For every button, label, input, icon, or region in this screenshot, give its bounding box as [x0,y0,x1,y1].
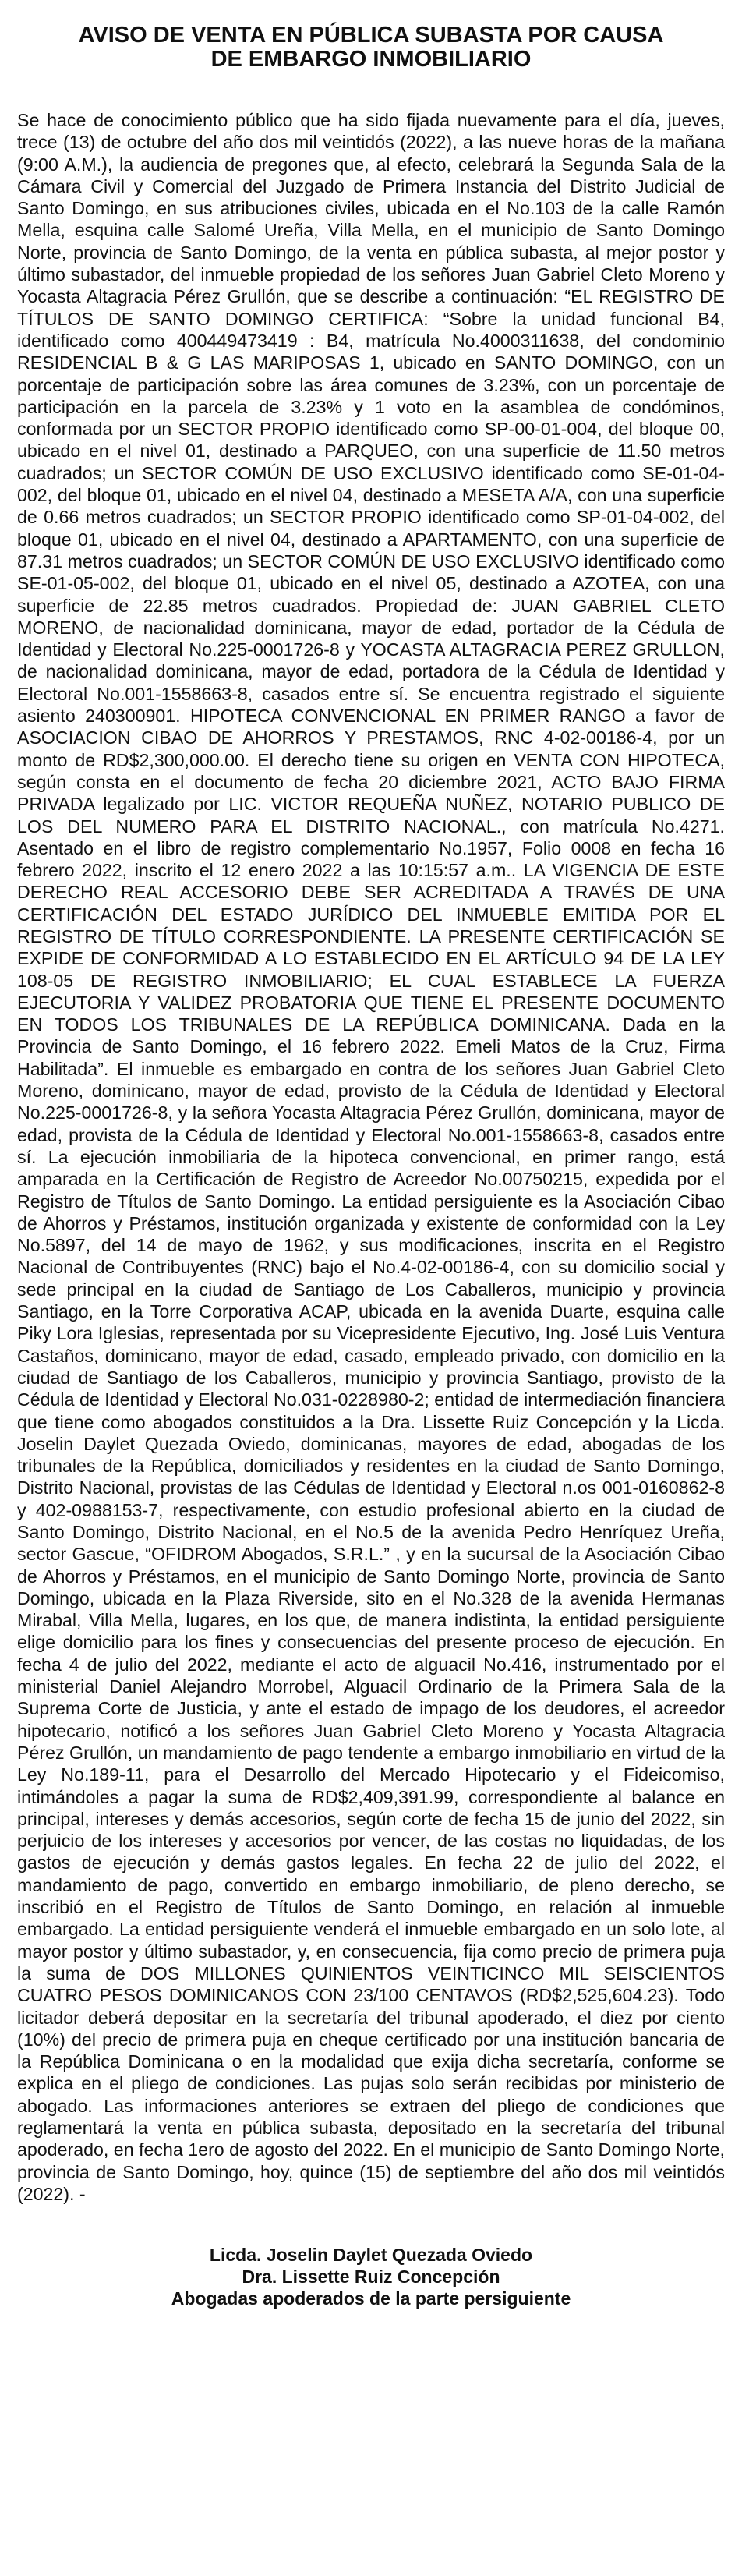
signature-line-1: Licda. Joselin Daylet Quezada Oviedo [209,2245,533,2266]
signature-block [17,2244,725,2309]
notice-body-paragraph: Se hace de conocimiento público que ha sido fijada nuevamente para el día, jueves, trece (13) de octubre del año dos mil veintidós (2022), a las nueve horas de la mañana (9:00 A.M.), la audiencia de pregones que, al efecto, celebrará la Segunda Sala de la Cámara Civil y Comercial del Juzgado de Primera Instancia del Distrito Judicial de Santo Domingo, en sus atribuciones civiles, ubicada en el No.103 de la calle Ramón Mella, esquina calle Salomé Ureña, Villa Mella, en el municipio de Santo Domingo Norte, provincia de Santo Domingo, de la venta en pública subasta, al mejor postor y último subastador, del inmueble propiedad de los señores Juan Gabriel Cleto Moreno y Yocasta Altagracia Pérez Grullón, que se describe a continuación: “EL REGISTRO DE TÍTULOS DE SANTO DOMINGO CERTIFICA: “Sobre la unidad funcional B4, identificado como 400449473419 : B4, matrícula No.4000311638, del condominio RESIDENCIAL B & G LAS MARIPOSAS 1, ubicado en SANTO DOMINGO, con un porcentaje de participación sobre las área comunes de 3.23%, con un porcentaje de participación en la parcela de 3.23% y 1 voto en la asamblea de condóminos, conformada por un SECTOR PROPIO identificado como SP-00-01-004, del bloque 00, ubicado en el nivel 01, destinado a PARQUEO, con una superficie de 11.50 metros cuadrados; un SECTOR COMÚN DE USO EXCLUSIVO identificado como SE-01-04-002, del bloque 01, ubicado en el nivel 04, destinado a MESETA A/A, con una superficie de 0.66 metros cuadrados; un SECTOR PROPIO identificado como SP-01-04-002, del bloque 01, ubicado en el nivel 04, destinado a APARTAMENTO, con una superficie de 87.31 metros cuadrados; un SECTOR COMÚN DE USO EXCLUSIVO identificado como SE-01-05-002, del bloque 01, ubicado en el nivel 05, destinado a AZOTEA, con una superficie de 22.85 metros cuadrados. Propiedad de: JUAN GABRIEL CLETO MORENO, de nacionalidad dominicana, mayor de edad, portador de la Cédula de Identidad y Electoral No.225-0001726-8 y YOCASTA ALTAGRACIA PEREZ GRULLON, de nacionalidad dominicana, mayor de edad, portadora de la Cédula de Identidad y Electoral No.001-1558663-8, casados entre sí. Se encuentra registrado el siguiente asiento 240300901. HIPOTECA CONVENCIONAL EN PRIMER RANGO a favor de ASOCIACION CIBAO DE AHORROS Y PRESTAMOS, RNC 4-02-00186-4, por un monto de RD$2,300,000.00. El derecho tiene su origen en VENTA CON HIPOTECA, según consta en el documento de fecha 20 diciembre 2021, ACTO BAJO FIRMA PRIVADA legalizado por LIC. VICTOR REQUEÑA NUÑEZ, NOTARIO PUBLICO DE LOS DEL NUMERO PARA EL DISTRITO NACIONAL., con matrícula No.4271. Asentado en el libro de registro complementario No.1957, Folio 0008 en fecha 16 febrero 2022, inscrito el 12 enero 2022 a las 10:15:57 a.m.. LA VIGENCIA DE ESTE DERECHO REAL ACCESORIO DEBE SER ACREDITADA A TRAVÉS DE UNA CERTIFICACIÓN DEL ESTADO JURÍDICO DEL INMUEBLE EMITIDA POR EL REGISTRO DE TÍTULO CORRESPONDIENTE. LA PRESENTE CERTIFICACIÓN SE EXPIDE DE CONFORMIDAD A LO ESTABLECIDO EN EL ARTÍCULO 94 DE LA LEY 108-05 DE REGISTRO INMOBILIARIO; EL CUAL ESTABLECE LA FUERZA EJECUTORIA Y VALIDEZ PROBATORIA QUE TIENE EL PRESENTE DOCUMENTO EN TODOS LOS TRIBUNALES DE LA REPÚBLICA DOMINICANA. Dada en la Provincia de Santo Domingo, el 16 febrero 2022. Emeli Matos de la Cruz, Firma Habilitada”. El inmueble es embargado en contra de los señores Juan Gabriel Cleto Moreno, dominicano, mayor de edad, provisto de la Cédula de Identidad y Electoral No.225-0001726-8, y la señora Yocasta Altagracia Pérez Grullón, dominicana, mayor de edad, provista de la Cédula de Identidad y Electoral No.001-1558663-8, casados entre sí. La ejecución inmobiliaria de la hipoteca convencional, en primer rango, está amparada en la Certificación de Registro de Acreedor No.00750215, expedida por el Registro de Títulos de Santo Domingo. La entidad persiguiente es la Asociación Cibao de Ahorros y Préstamos, institución organizada y existente de conformidad con la Ley No.5897, del 14 de mayo de 1962, y sus modificaciones, inscrita en el Registro Nacional de Contribuyentes (RNC) bajo el No.4-02-00186-4, con su domicilio social y sede principal en la ciudad de Santiago de Los Caballeros, municipio y provincia Santiago, en la Torre Corporativa ACAP, ubicada en la avenida Duarte, esquina calle Piky Lora Iglesias, representada por su Vicepresidente Ejecutivo, Ing. José Luis Ventura Castaños, dominicano, mayor de edad, casado, empleado privado, con domicilio en la ciudad de Santiago de los Caballeros, municipio y provincia Santiago, provisto de la Cédula de Identidad y Electoral No.031-0228980-2; entidad de intermediación financiera que tiene como abogados constituidos a la Dra. Lissette Ruiz Concepción y la Licda. Joselin Daylet Quezada Oviedo, dominicanas, mayores de edad, abogadas de los tribunales de la República, domiciliados y residentes en la ciudad de Santo Domingo, Distrito Nacional, provistas de las Cédulas de Identidad y Electoral n.os 001-0160862-8 y 402-0988153-7, respectivamente, con estudio profesional abierto en la ciudad de Santo Domingo, Distrito Nacional, en el No.5 de la avenida Pedro Henríquez Ureña, sector Gascue, “OFIDROM Abogados, S.R.L.” , y en la sucursal de la Asociación Cibao de Ahorros y Préstamos, en el municipio de Santo Domingo Norte, provincia de Santo Domingo, ubicada en la Plaza Riverside, sito en el No.328 de la avenida Hermanas Mirabal, Villa Mella, lugares, en los que, de manera indistinta, la entidad persiguiente elige domicilio para los fines y consecuencias del presente proceso de ejecución. En fecha 4 de julio del 2022, mediante el acto de alguacil No.416, instrumentado por el ministerial Daniel Alejandro Morrobel, Alguacil Ordinario de la Primera Sala de la Suprema Corte de Justicia, y ante el estado de impago de los deudores, el acreedor hipotecario, notificó a los señores Juan Gabriel Cleto Moreno y Yocasta Altagracia Pérez Grullón, un mandamiento de pago tendente a embargo inmobiliario en virtud de la Ley No.189-11, para el Desarrollo del Mercado Hipotecario y el Fideicomiso, intimándoles a pagar la suma de RD$2,409,391.99, correspondiente al balance en principal, intereses y demás accesorios, según corte de fecha 15 de junio del 2022, sin perjuicio de los intereses y accesorios por vencer, de las costas no liquidadas, de los gastos de ejecución y demás gastos legales. En fecha 22 de julio del 2022, el mandamiento de pago, convertido en embargo inmobiliario, de pleno derecho, se inscribió en el Registro de Títulos de Santo Domingo, en relación al inmueble embargado. La entidad persiguiente venderá el inmueble embargado en un solo lote, al mayor postor y último subastador, y, en consecuencia, fija como precio de primera puja la suma de DOS MILLONES QUINIENTOS VEINTICINCO MIL SEISCIENTOS CUATRO PESOS DOMINICANOS CON 23/100 CENTAVOS (RD$2,525,604.23). Todo licitador deberá depositar en la secretaría del tribunal apoderado, el diez por ciento (10%) del precio de primera puja en cheque certificado por una institución bancaria de la República Dominicana o en la modalidad que exija dicha secretaría, conforme se explica en el pliego de condiciones. Las pujas solo serán recibidas por ministerio de abogado. Las informaciones anteriores se extraen del pliego de condiciones que reglamentará la venta en pública subasta, depositado en la secretaría del tribunal apoderado, en fecha 1ero de agosto del 2022. En el municipio de Santo Domingo Norte, provincia de Santo Domingo, hoy, quince (15) de septiembre del año dos mil veintidós (2022). - [17,110,725,2204]
notice-title-line-2: DE EMBARGO INMOBILIARIO [210,47,532,72]
notice-title [17,23,725,72]
signature-line-3: Abogadas apoderados de la parte persiguiente [171,2288,571,2309]
notice-title-line-1: AVISO DE VENTA EN PÚBLICA SUBASTA POR CAUSA [78,23,664,48]
signature-line-2: Dra. Lissette Ruiz Concepción [242,2266,500,2288]
